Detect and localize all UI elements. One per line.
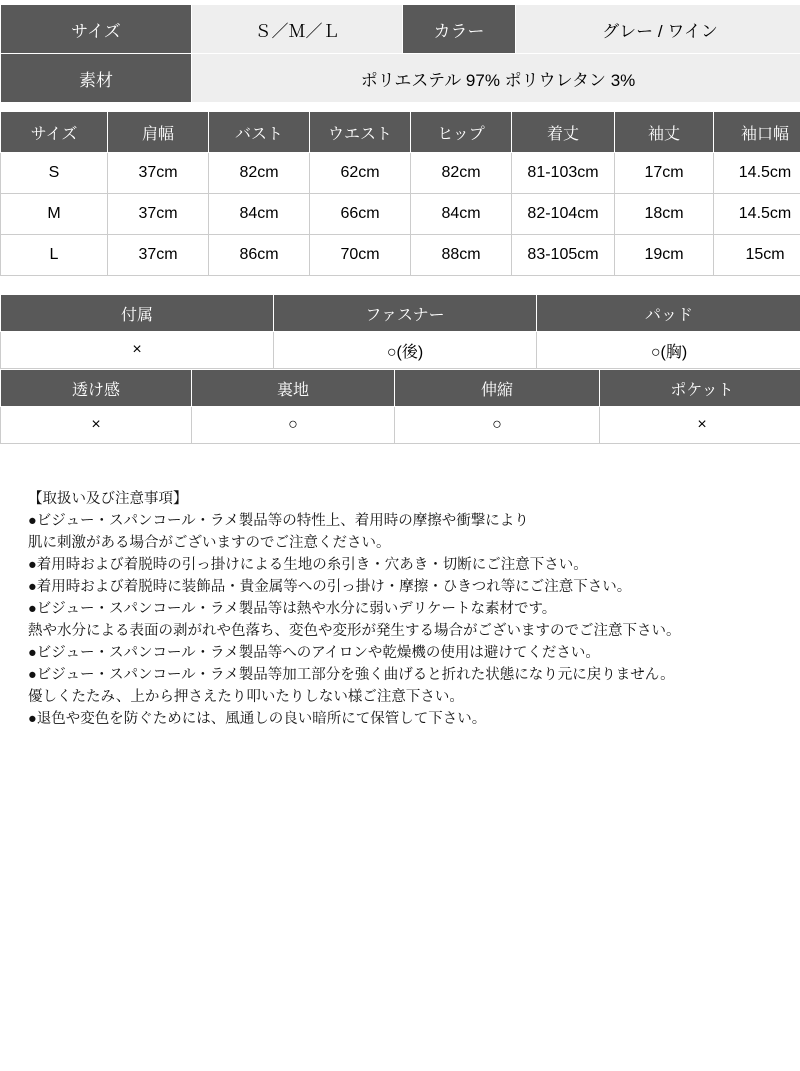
notes-line-6: 熱や水分による表面の剥がれや色落ち、変色や変形が発生する場合がございますのでご注意下さい。 bbox=[28, 620, 768, 642]
cell-hip-m: 84cm bbox=[411, 194, 512, 235]
value-material: ポリエステル 97% ポリウレタン 3% bbox=[192, 54, 800, 103]
cell-length-m: 82-104cm bbox=[512, 194, 615, 235]
notes-line-9: 優しくたたみ、上から押さえたり叩いたりしない様ご注意下さい。 bbox=[28, 686, 768, 708]
cell-sleeve-m: 18cm bbox=[615, 194, 714, 235]
label-color: カラー bbox=[403, 5, 516, 54]
notes-line-1: ●ビジュー・スパンコール・ラメ製品等の特性上、着用時の摩擦や衝撃により bbox=[28, 510, 768, 532]
col-header-sleeve: 袖丈 bbox=[615, 112, 714, 153]
attribute-table-2 bbox=[0, 369, 800, 444]
attribute-value-row-1 bbox=[1, 332, 800, 369]
label-stretch: 伸縮 bbox=[395, 370, 600, 407]
col-header-bust: バスト bbox=[209, 112, 310, 153]
label-pocket: ポケット bbox=[600, 370, 800, 407]
label-pad: パッド bbox=[537, 295, 800, 332]
value-lining: ○ bbox=[192, 407, 395, 444]
attribute-header-row-2 bbox=[1, 370, 800, 407]
notes-line-5: ●ビジュー・スパンコール・ラメ製品等は熱や水分に弱いデリケートな素材です。 bbox=[28, 598, 768, 620]
cell-sleeve-l: 19cm bbox=[615, 235, 714, 276]
cell-bust-s: 82cm bbox=[209, 153, 310, 194]
table-row bbox=[1, 235, 800, 276]
measurement-table bbox=[0, 111, 800, 276]
attribute-header-row-1 bbox=[1, 295, 800, 332]
cell-size-l: L bbox=[1, 235, 108, 276]
basic-info-table bbox=[0, 4, 800, 103]
notes-line-8: ●ビジュー・スパンコール・ラメ製品等加工部分を強く曲げると折れた状態になり元に戻りません。 bbox=[28, 664, 768, 686]
cell-length-s: 81-103cm bbox=[512, 153, 615, 194]
value-accessory: × bbox=[1, 332, 274, 369]
col-header-size: サイズ bbox=[1, 112, 108, 153]
attribute-value-row-2 bbox=[1, 407, 800, 444]
notes-line-10: ●退色や変色を防ぐためには、風通しの良い暗所にて保管して下さい。 bbox=[28, 708, 768, 730]
cell-waist-s: 62cm bbox=[310, 153, 411, 194]
value-pad: ○(胸) bbox=[537, 332, 800, 369]
cell-sleeve-s: 17cm bbox=[615, 153, 714, 194]
cell-bust-l: 86cm bbox=[209, 235, 310, 276]
cell-hip-l: 88cm bbox=[411, 235, 512, 276]
notes-line-4: ●着用時および着脱時に装飾品・貴金属等への引っ掛け・摩擦・ひきつれ等にご注意下さい。 bbox=[28, 576, 768, 598]
notes-line-7: ●ビジュー・スパンコール・ラメ製品等へのアイロンや乾燥機の使用は避けてください。 bbox=[28, 642, 768, 664]
table-row bbox=[1, 54, 800, 103]
table-row bbox=[1, 5, 800, 54]
value-stretch: ○ bbox=[395, 407, 600, 444]
table-row bbox=[1, 153, 800, 194]
cell-waist-l: 70cm bbox=[310, 235, 411, 276]
label-material: 素材 bbox=[1, 54, 192, 103]
label-zipper: ファスナー bbox=[274, 295, 537, 332]
value-size: Ｓ／Ｍ／Ｌ bbox=[192, 5, 403, 54]
cell-cuff-l: 15cm bbox=[714, 235, 800, 276]
col-header-hip: ヒップ bbox=[411, 112, 512, 153]
measurement-header-row bbox=[1, 112, 800, 153]
table-row bbox=[1, 194, 800, 235]
cell-bust-m: 84cm bbox=[209, 194, 310, 235]
label-lining: 裏地 bbox=[192, 370, 395, 407]
value-sheerness: × bbox=[1, 407, 192, 444]
cell-shoulder-l: 37cm bbox=[108, 235, 209, 276]
cell-size-m: M bbox=[1, 194, 108, 235]
label-sheerness: 透け感 bbox=[1, 370, 192, 407]
cell-hip-s: 82cm bbox=[411, 153, 512, 194]
cell-length-l: 83-105cm bbox=[512, 235, 615, 276]
attribute-table bbox=[0, 294, 800, 369]
value-zipper: ○(後) bbox=[274, 332, 537, 369]
col-header-shoulder: 肩幅 bbox=[108, 112, 209, 153]
care-instructions bbox=[28, 488, 768, 730]
col-header-length: 着丈 bbox=[512, 112, 615, 153]
cell-waist-m: 66cm bbox=[310, 194, 411, 235]
value-color: グレー / ワイン bbox=[516, 5, 800, 54]
notes-title: 【取扱い及び注意事項】 bbox=[28, 488, 768, 510]
col-header-waist: ウエスト bbox=[310, 112, 411, 153]
notes-line-3: ●着用時および着脱時の引っ掛けによる生地の糸引き・穴あき・切断にご注意下さい。 bbox=[28, 554, 768, 576]
product-spec-page bbox=[0, 4, 800, 1071]
label-size: サイズ bbox=[1, 5, 192, 54]
value-pocket: × bbox=[600, 407, 800, 444]
cell-cuff-s: 14.5cm bbox=[714, 153, 800, 194]
cell-shoulder-s: 37cm bbox=[108, 153, 209, 194]
label-accessory: 付属 bbox=[1, 295, 274, 332]
cell-size-s: S bbox=[1, 153, 108, 194]
notes-line-2: 肌に刺激がある場合がございますのでご注意ください。 bbox=[28, 532, 768, 554]
cell-shoulder-m: 37cm bbox=[108, 194, 209, 235]
col-header-cuff: 袖口幅 bbox=[714, 112, 800, 153]
cell-cuff-m: 14.5cm bbox=[714, 194, 800, 235]
